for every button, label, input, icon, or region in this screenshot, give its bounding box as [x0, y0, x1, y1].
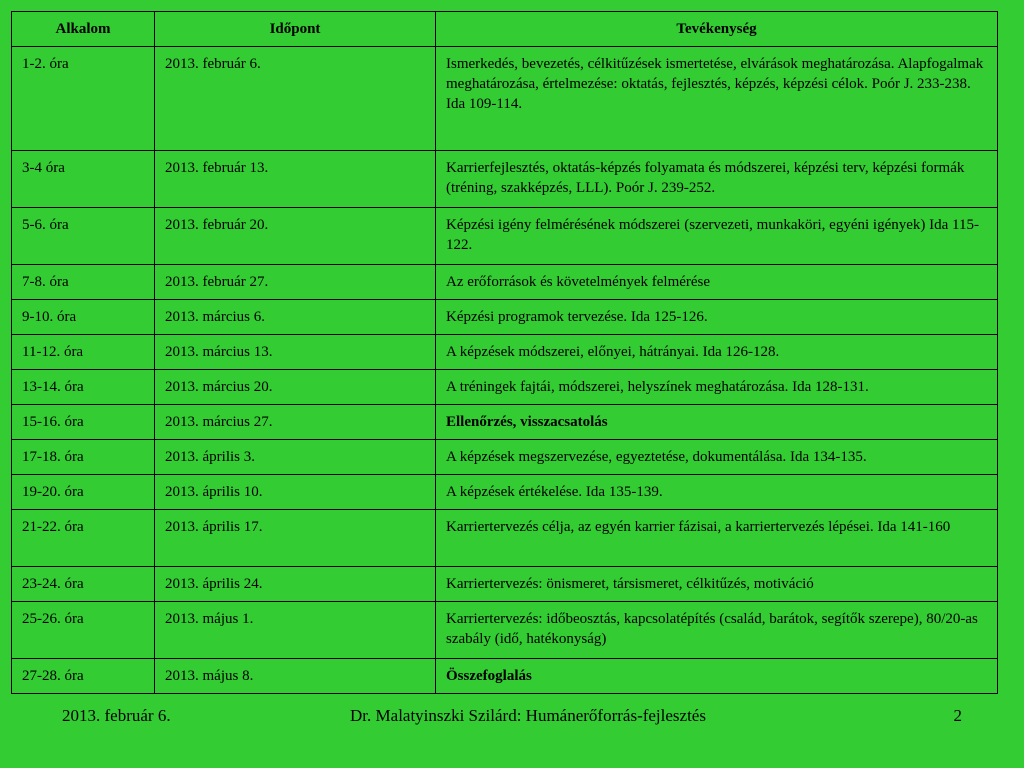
table-row	[12, 300, 998, 335]
cell-activity: Karriertervezés célja, az egyén karrier fázisai, a karriertervezés lépései. Ida 141-160	[436, 510, 998, 567]
cell-date: 2013. február 13.	[155, 151, 436, 208]
cell-activity: A képzések módszerei, előnyei, hátrányai. Ida 126-128.	[436, 335, 998, 370]
cell-date: 2013. február 20.	[155, 208, 436, 265]
cell-activity: Összefoglalás	[436, 659, 998, 694]
table-row	[12, 475, 998, 510]
table-row	[12, 47, 998, 151]
schedule-table	[11, 11, 998, 694]
cell-activity: Az erőforrások és követelmények felmérése	[436, 265, 998, 300]
cell-date: 2013. február 6.	[155, 47, 436, 151]
cell-date: 2013. március 27.	[155, 405, 436, 440]
cell-activity: Ismerkedés, bevezetés, célkitűzések ismertetése, elvárások meghatározása. Alapfogalmak meghatározása, értelmezése: oktatás, fejlesztés, képzés, képzési célok. Poór J. 233-238. Ida 109-114.	[436, 47, 998, 151]
cell-date: 2013. május 1.	[155, 602, 436, 659]
cell-session: 13-14. óra	[12, 370, 155, 405]
header-date: Időpont	[155, 12, 436, 47]
cell-session: 17-18. óra	[12, 440, 155, 475]
table-row	[12, 208, 998, 265]
cell-session: 1-2. óra	[12, 47, 155, 151]
table-row	[12, 370, 998, 405]
cell-session: 15-16. óra	[12, 405, 155, 440]
cell-activity: Ellenőrzés, visszacsatolás	[436, 405, 998, 440]
cell-activity: A képzések értékelése. Ida 135-139.	[436, 475, 998, 510]
table-row	[12, 602, 998, 659]
header-activity: Tevékenység	[436, 12, 998, 47]
cell-session: 27-28. óra	[12, 659, 155, 694]
cell-session: 19-20. óra	[12, 475, 155, 510]
cell-date: 2013. március 20.	[155, 370, 436, 405]
table-header-row	[12, 12, 998, 47]
cell-activity: A tréningek fajtái, módszerei, helyszínek meghatározása. Ida 128-131.	[436, 370, 998, 405]
table-row	[12, 567, 998, 602]
footer-date: 2013. február 6.	[62, 706, 171, 725]
slide-footer	[0, 706, 1024, 730]
cell-session: 25-26. óra	[12, 602, 155, 659]
cell-session: 3-4 óra	[12, 151, 155, 208]
cell-date: 2013. április 3.	[155, 440, 436, 475]
table-row	[12, 335, 998, 370]
table-row	[12, 440, 998, 475]
cell-activity: A képzések megszervezése, egyeztetése, dokumentálása. Ida 134-135.	[436, 440, 998, 475]
cell-activity: Képzési programok tervezése. Ida 125-126.	[436, 300, 998, 335]
table-row	[12, 510, 998, 567]
cell-date: 2013. április 10.	[155, 475, 436, 510]
cell-date: 2013. március 13.	[155, 335, 436, 370]
header-session: Alkalom	[12, 12, 155, 47]
cell-date: 2013. április 17.	[155, 510, 436, 567]
cell-activity: Karriertervezés: időbeosztás, kapcsolatépítés (család, barátok, segítők szerepe), 80/20-as szabály (idő, hatékonyság)	[436, 602, 998, 659]
cell-date: 2013. április 24.	[155, 567, 436, 602]
cell-session: 11-12. óra	[12, 335, 155, 370]
cell-date: 2013. február 27.	[155, 265, 436, 300]
footer-title: Dr. Malatyinszki Szilárd: Humánerőforrás-fejlesztés	[350, 706, 706, 725]
table-row	[12, 405, 998, 440]
cell-session: 7-8. óra	[12, 265, 155, 300]
cell-activity: Karriertervezés: önismeret, társismeret, célkitűzés, motiváció	[436, 567, 998, 602]
table-row	[12, 151, 998, 208]
cell-session: 9-10. óra	[12, 300, 155, 335]
table-row	[12, 659, 998, 694]
cell-session: 23-24. óra	[12, 567, 155, 602]
table-row	[12, 265, 998, 300]
cell-activity: Karrierfejlesztés, oktatás-képzés folyamata és módszerei, képzési terv, képzési formák (tréning, szakképzés, LLL). Poór J. 239-252.	[436, 151, 998, 208]
cell-activity: Képzési igény felmérésének módszerei (szervezeti, munkaköri, egyéni igények) Ida 115-122.	[436, 208, 998, 265]
cell-date: 2013. március 6.	[155, 300, 436, 335]
cell-session: 5-6. óra	[12, 208, 155, 265]
cell-date: 2013. május 8.	[155, 659, 436, 694]
page-number: 2	[953, 706, 962, 725]
cell-session: 21-22. óra	[12, 510, 155, 567]
